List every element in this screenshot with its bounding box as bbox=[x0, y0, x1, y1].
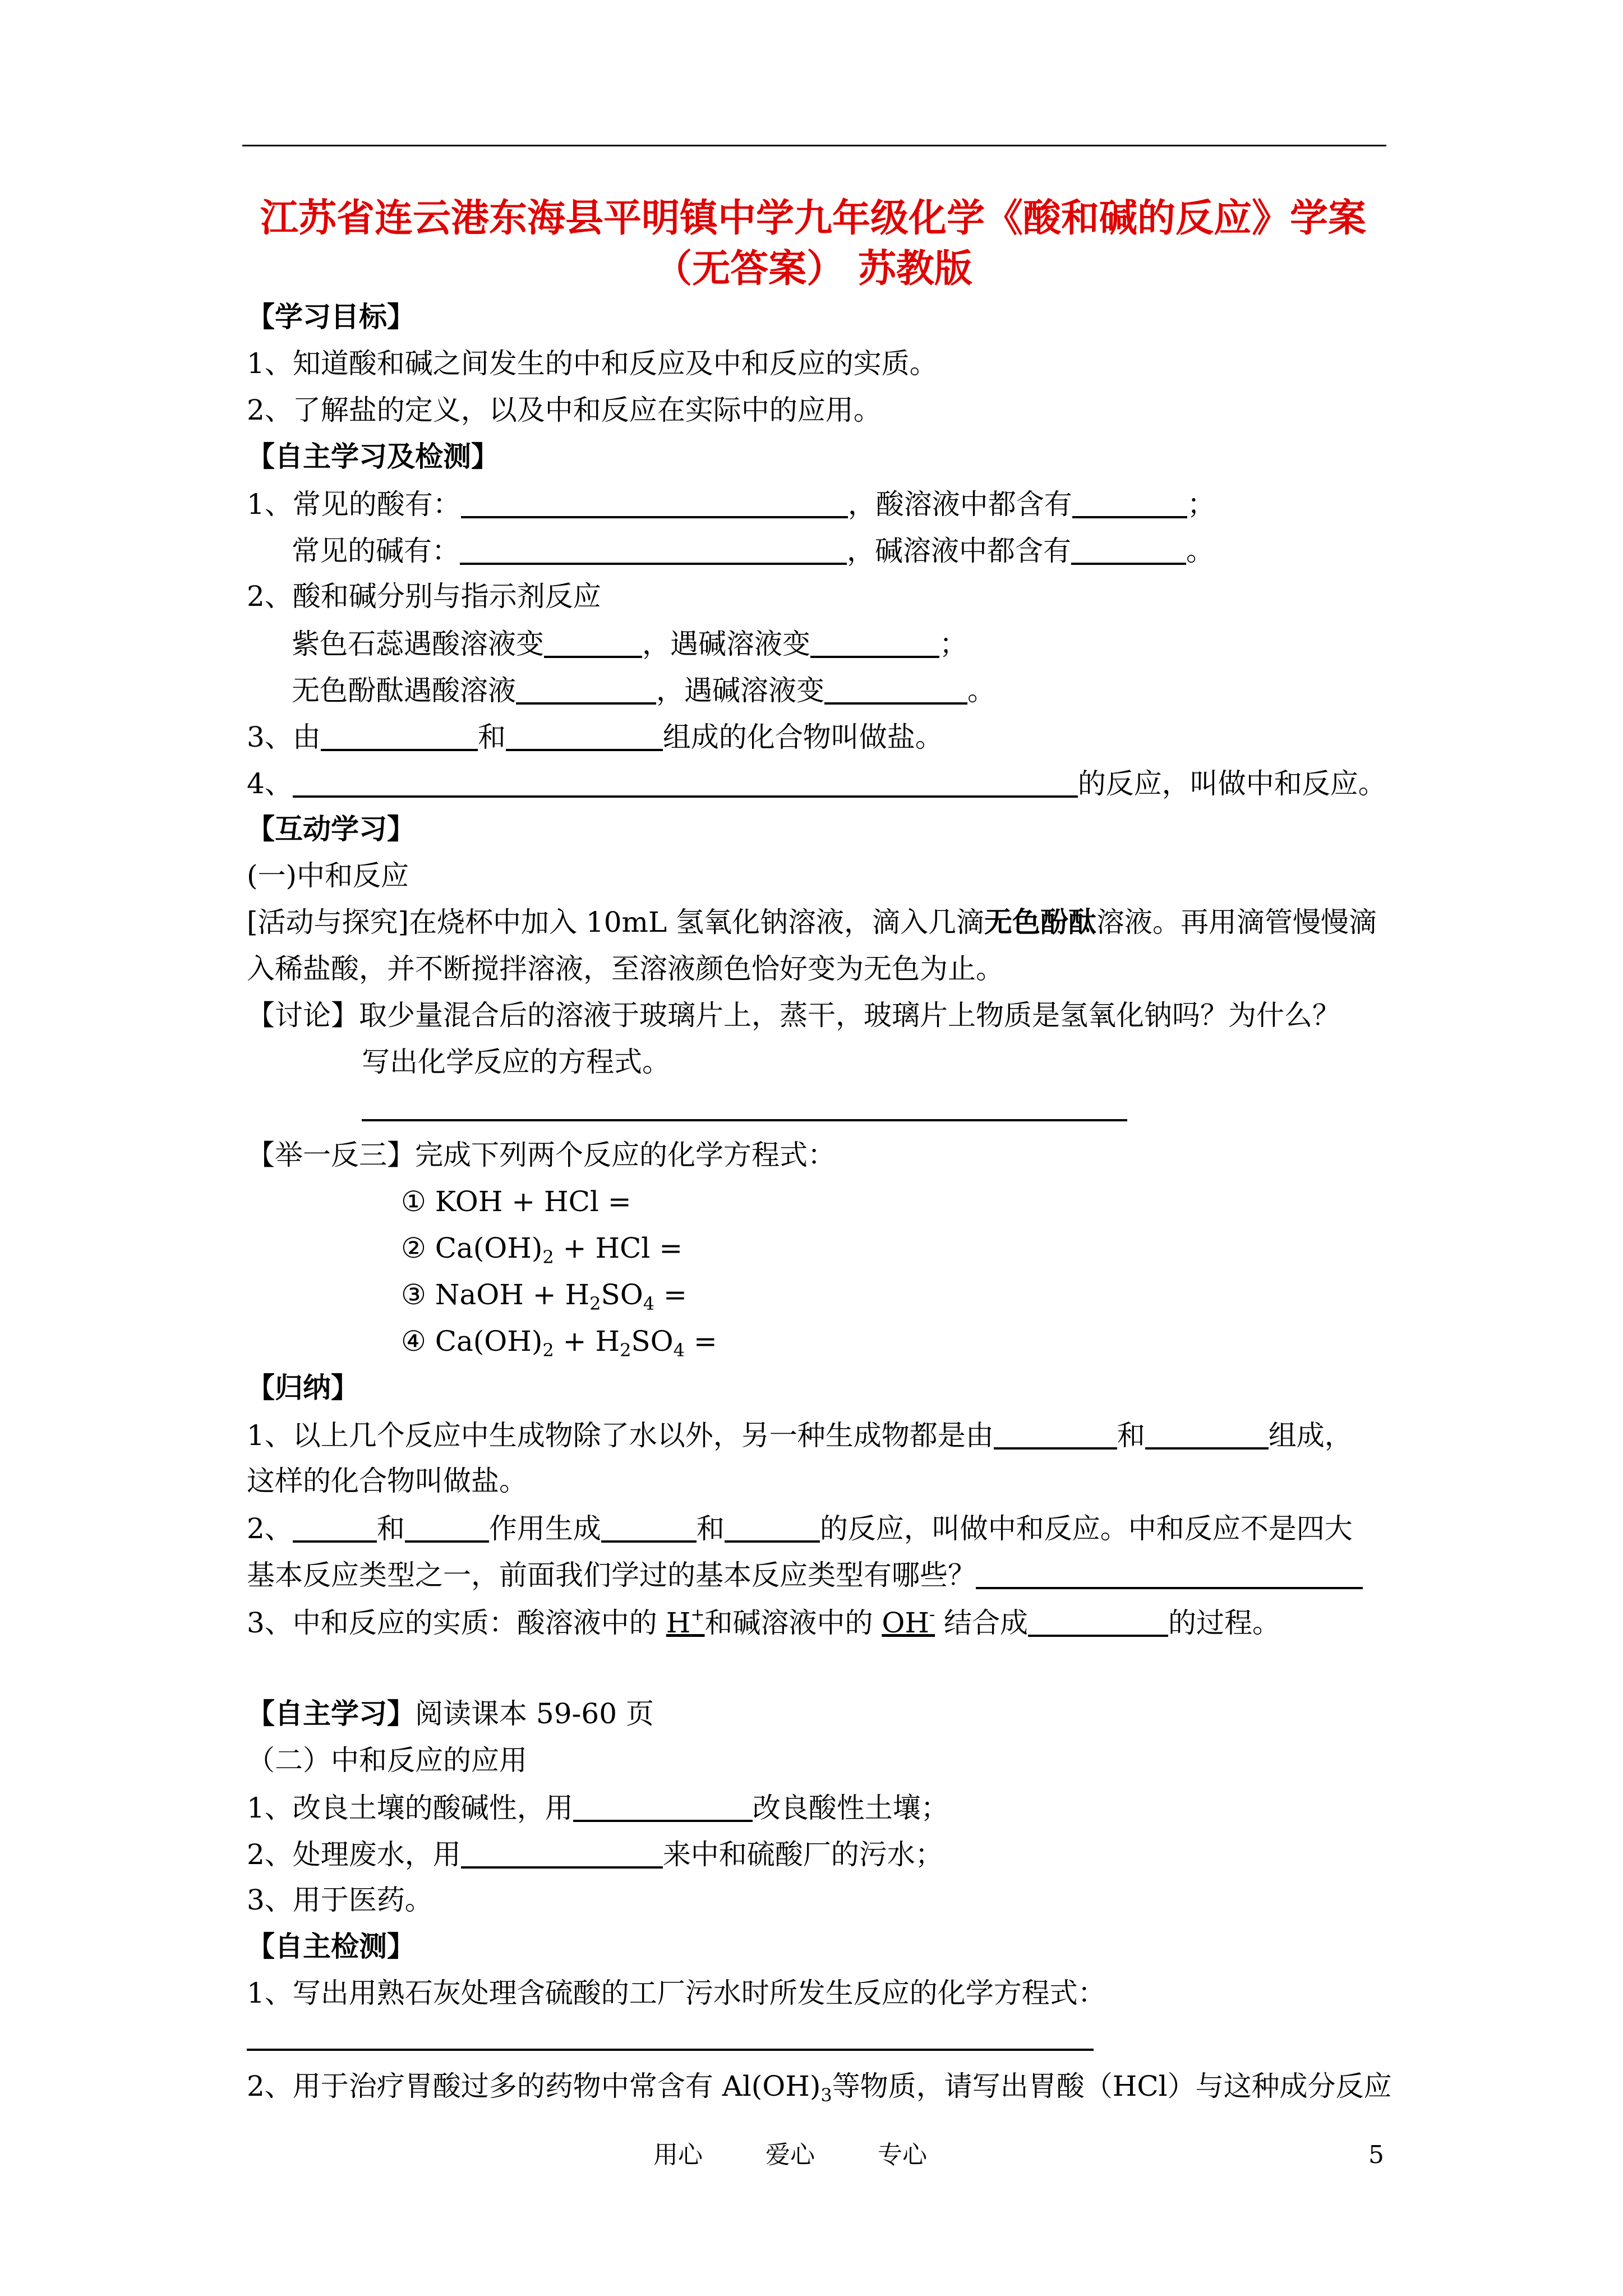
answer-line[interactable] bbox=[362, 1119, 1127, 1121]
question-1a: 1、常见的酸有： ，酸溶液中都含有 ； bbox=[247, 488, 1215, 521]
check-item: 1、写出用熟石灰处理含硫酸的工厂污水时所发生反应的化学方程式： bbox=[247, 1977, 1106, 2009]
summary-item: 2、 和 作用生成 和 的反应，叫做中和反应。中和反应不是四大 bbox=[247, 1512, 1353, 1545]
question-4: 4、 的反应，叫做中和反应。 bbox=[247, 767, 1386, 800]
answer-blank[interactable] bbox=[994, 1420, 1117, 1450]
answer-blank[interactable] bbox=[601, 1513, 697, 1543]
activity-text: [活动与探究]在烧杯中加入 10mL 氢氧化钠溶液，滴入几滴无色酚酞溶液。再用滴管慢慢滴 bbox=[247, 906, 1377, 938]
selfstudy-heading: 【自主学习及检测】 bbox=[247, 440, 499, 473]
equation: ④ $Ca(OH)_2 + H_2SO_4$ = bbox=[401, 1325, 717, 1361]
answer-blank[interactable] bbox=[506, 722, 663, 751]
section-title: (一)中和反应 bbox=[247, 859, 409, 892]
footer-word: 专心 bbox=[878, 2141, 927, 2169]
summary-heading: 【归纳】 bbox=[247, 1372, 359, 1404]
answer-blank[interactable] bbox=[976, 1560, 1363, 1589]
section-title: （二）中和反应的应用 bbox=[247, 1744, 527, 1777]
answer-blank[interactable] bbox=[1071, 536, 1186, 565]
check-item: 2、用于治疗胃酸过多的药物中常含有 $Al(OH)_3$等物质，请写出胃酸（HCl）与这种成分反应 bbox=[247, 2070, 1392, 2106]
page-title: 江苏省连云港东海县平明镇中学九年级化学《酸和碱的反应》学案 bbox=[260, 196, 1366, 241]
application-item: 1、改良土壤的酸碱性，用 改良酸性土壤； bbox=[247, 1792, 949, 1824]
answer-blank[interactable] bbox=[321, 722, 478, 751]
objectives-heading: 【学习目标】 bbox=[247, 301, 415, 333]
answer-blank[interactable] bbox=[544, 629, 642, 658]
answer-blank[interactable] bbox=[1028, 1608, 1168, 1637]
check-heading: 【自主检测】 bbox=[247, 1930, 415, 1963]
answer-blank[interactable] bbox=[810, 629, 939, 658]
header-rule bbox=[242, 145, 1386, 146]
application-item: 3、用于医药。 bbox=[247, 1884, 433, 1916]
hydrogen-ion: H+ bbox=[666, 1605, 705, 1639]
answer-blank[interactable] bbox=[293, 1513, 377, 1543]
objective-item: 2、了解盐的定义，以及中和反应在实际中的应用。 bbox=[247, 394, 882, 426]
question-2: 2、酸和碱分别与指示剂反应 bbox=[247, 580, 601, 613]
hydroxide-ion: OH- bbox=[882, 1605, 935, 1639]
answer-blank[interactable] bbox=[461, 1839, 663, 1869]
footer-word: 爱心 bbox=[766, 2141, 815, 2169]
summary-item: 基本反应类型之一，前面我们学过的基本反应类型有哪些？ bbox=[247, 1560, 1387, 1589]
page-number: 5 bbox=[1368, 2141, 1384, 2169]
answer-blank[interactable] bbox=[516, 675, 656, 705]
question-1b: 常见的碱有： ，碱溶液中都含有 。 bbox=[292, 535, 1214, 567]
equation: ③ NaOH + $H_2SO_4$ = bbox=[401, 1278, 687, 1314]
question-3: 3、由 和 组成的化合物叫做盐。 bbox=[247, 721, 943, 753]
discussion: 【讨论】取少量混合后的溶液于玻璃片上，蒸干，玻璃片上物质是氢氧化钠吗？为什么？ bbox=[247, 999, 1340, 1032]
application-item: 2、处理废水，用 来中和硫酸厂的污水； bbox=[247, 1838, 943, 1871]
summary-item: 3、中和反应的实质：酸溶液中的 H+和碱溶液中的 OH- 结合成 的过程。 bbox=[247, 1605, 1281, 1639]
objective-item: 1、知道酸和碱之间发生的中和反应及中和反应的实质。 bbox=[247, 347, 938, 380]
answer-blank[interactable] bbox=[1145, 1420, 1269, 1450]
page-subtitle: （无答案） 苏教版 bbox=[654, 247, 972, 291]
answer-blank[interactable] bbox=[1072, 489, 1187, 518]
answer-blank[interactable] bbox=[405, 1513, 489, 1543]
interactive-heading: 【互动学习】 bbox=[247, 813, 415, 845]
equation: ② $Ca(OH)_2$ + HCl = bbox=[401, 1232, 683, 1268]
answer-blank[interactable] bbox=[293, 769, 1078, 798]
answer-blank[interactable] bbox=[461, 489, 848, 518]
answer-blank[interactable] bbox=[824, 675, 967, 705]
answer-blank[interactable] bbox=[725, 1513, 820, 1543]
summary-item: 1、以上几个反应中生成物除了水以外，另一种生成物都是由 和 组成， bbox=[247, 1419, 1353, 1452]
summary-item: 这样的化合物叫做盐。 bbox=[247, 1465, 527, 1497]
equation: ① KOH + HCl = bbox=[401, 1185, 631, 1218]
question-2b: 无色酚酞遇酸溶液 ，遇碱溶液变 。 bbox=[292, 674, 995, 707]
footer-word: 用心 bbox=[653, 2141, 703, 2169]
activity-text: 入稀盐酸，并不断搅拌溶液，至溶液颜色恰好变为无色为止。 bbox=[247, 953, 1004, 985]
reading-line: 【自主学习】阅读课本 59-60 页 bbox=[247, 1697, 654, 1730]
answer-blank[interactable] bbox=[460, 536, 847, 565]
discussion: 写出化学反应的方程式。 bbox=[362, 1046, 670, 1078]
answer-line[interactable] bbox=[247, 2049, 1094, 2051]
answer-blank[interactable] bbox=[573, 1793, 753, 1822]
practice-prompt: 【举一反三】完成下列两个反应的化学方程式： bbox=[247, 1139, 836, 1171]
question-2a: 紫色石蕊遇酸溶液变 ，遇碱溶液变 ； bbox=[292, 628, 967, 660]
